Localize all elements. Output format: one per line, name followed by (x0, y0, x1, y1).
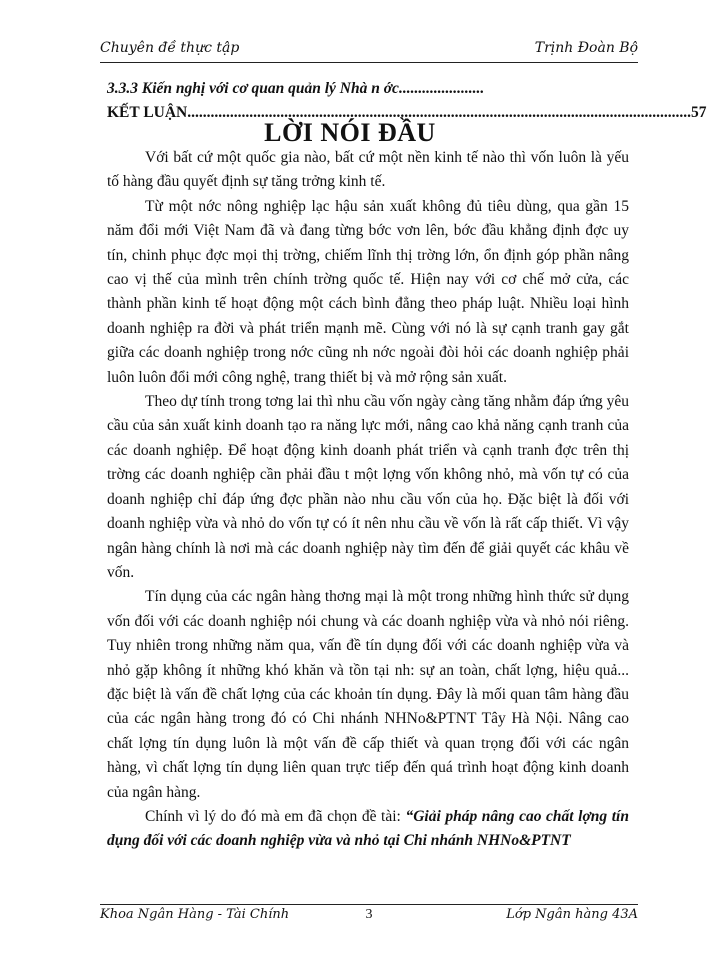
paragraph-lead: Chính vì lý do đó mà em đã chọn đề tài: (145, 807, 406, 825)
footer-left-text: Khoa Ngân Hàng - Tài Chính (100, 907, 290, 922)
body-paragraph: Từ một nớc nông nghiệp lạc hậu sản xuất không đủ tiêu dùng, qua gần 15 năm đổi mới Việt Nam đã và đang từng bớc vơn lên, bớc đầu khẳng định đợc uy tín, chinh phục đợc mọi thị trờng, chiếm lĩnh thị trờng lớn, ổn định góp phần nâng cao vị thế của mình trên chính trờng quốc tế. Hiện nay với cơ chế mở cửa, các thành phần kinh tế hoạt động một cách bình đẳng theo pháp luật. Nhiều loại hình doanh nghiệp ra đời và phát triển mạnh mẽ. Cùng với nó là sự cạnh tranh gay gắt giữa các doanh nghiệp trong nớc cũng nh nớc ngoài đòi hỏi các doanh nghiệp phải luôn luôn đổi mới công nghệ, trang thiết bị và mở rộng sản xuất. (107, 197, 629, 386)
toc-entry-dots: .................................................................................................................................. (187, 104, 691, 121)
footer-right-text: Lớp Ngân hàng 43A (506, 907, 638, 922)
body-paragraph-last (107, 805, 629, 854)
body-paragraph: Theo dự tính trong tơng lai thì nhu cầu vốn ngày càng tăng nhằm đáp ứng yêu cầu của sản xuất kinh doanh tạo ra năng lực mới, nâng cao khả năng cạnh tranh của các doanh nghiệp. Để hoạt động kinh doanh phát triển và cạnh tranh đợc trên thị trờng các doanh nghiệp cần phải đầu t một lợng vốn không nhỏ, mà vốn tự có của doanh nghiệp chỉ đáp ứng đợc phần nào nhu cầu vốn của họ. Đặc biệt là đối với doanh nghiệp vừa và nhỏ do vốn tự có ít nên nhu cầu về vốn là rất cấp thiết. Vì vậy ngân hàng chính là nơi mà các doanh nghiệp này tìm đến để giải quyết các khâu về vốn. (107, 393, 629, 581)
header-left-text: Chuyên đề thực tập (100, 40, 240, 56)
section-heading: LỜI NÓI ĐẦU (264, 118, 436, 147)
header-right-text: Trịnh Đoàn Bộ (534, 40, 638, 56)
body-paragraph: Với bất cứ một quốc gia nào, bất cứ một nền kinh tế nào thì vốn luôn là yếu tố hàng đầu quyết định sự tăng trởng kinh tế. (107, 149, 629, 191)
toc-entry-title: KẾT LUẬN (107, 104, 188, 121)
page-header (100, 40, 638, 63)
toc-entry-dots: ...................... (398, 80, 485, 97)
document-body (107, 146, 629, 854)
toc-entry (107, 80, 628, 98)
toc-entry-page: 57 (691, 104, 707, 121)
body-paragraph: Tín dụng của các ngân hàng thơng mại là một trong những hình thức sử dụng vốn đối với các doanh nghiệp nói chung và các doanh nghiệp vừa và nhỏ nói riêng. Tuy nhiên trong những năm qua, vấn đề tín dụng đối với các doanh nghiệp vừa và nhỏ gặp không ít những khó khăn và tồn tại nh: sự an toàn, chất lợng, hiệu quả... đặc biệt là vấn đề chất lợng của các khoản tín dụng. Đây là mối quan tâm hàng đầu của các ngân hàng trong đó có Chi nhánh NHNo&PTNT Tây Hà Nội. Nâng cao chất lợng tín dụng luôn là một vấn đề cấp thiết và quan trọng đối với các ngân hàng, vì chất lợng tín dụng liên quan trực tiếp đến quá trình hoạt động kinh doanh của ngân hàng. (107, 588, 629, 801)
page-number: 3 (365, 907, 373, 922)
page-footer (100, 904, 638, 927)
thesis-title: “Giải pháp nâng cao chất lợng tín dụng đối với các doanh nghiệp vừa và nhỏ tại Chi nhánh NHNo&PTNT (107, 807, 629, 850)
toc-entry-title: 3.3.3 Kiến nghị với cơ quan quản lý Nhà n ớc (107, 80, 399, 97)
